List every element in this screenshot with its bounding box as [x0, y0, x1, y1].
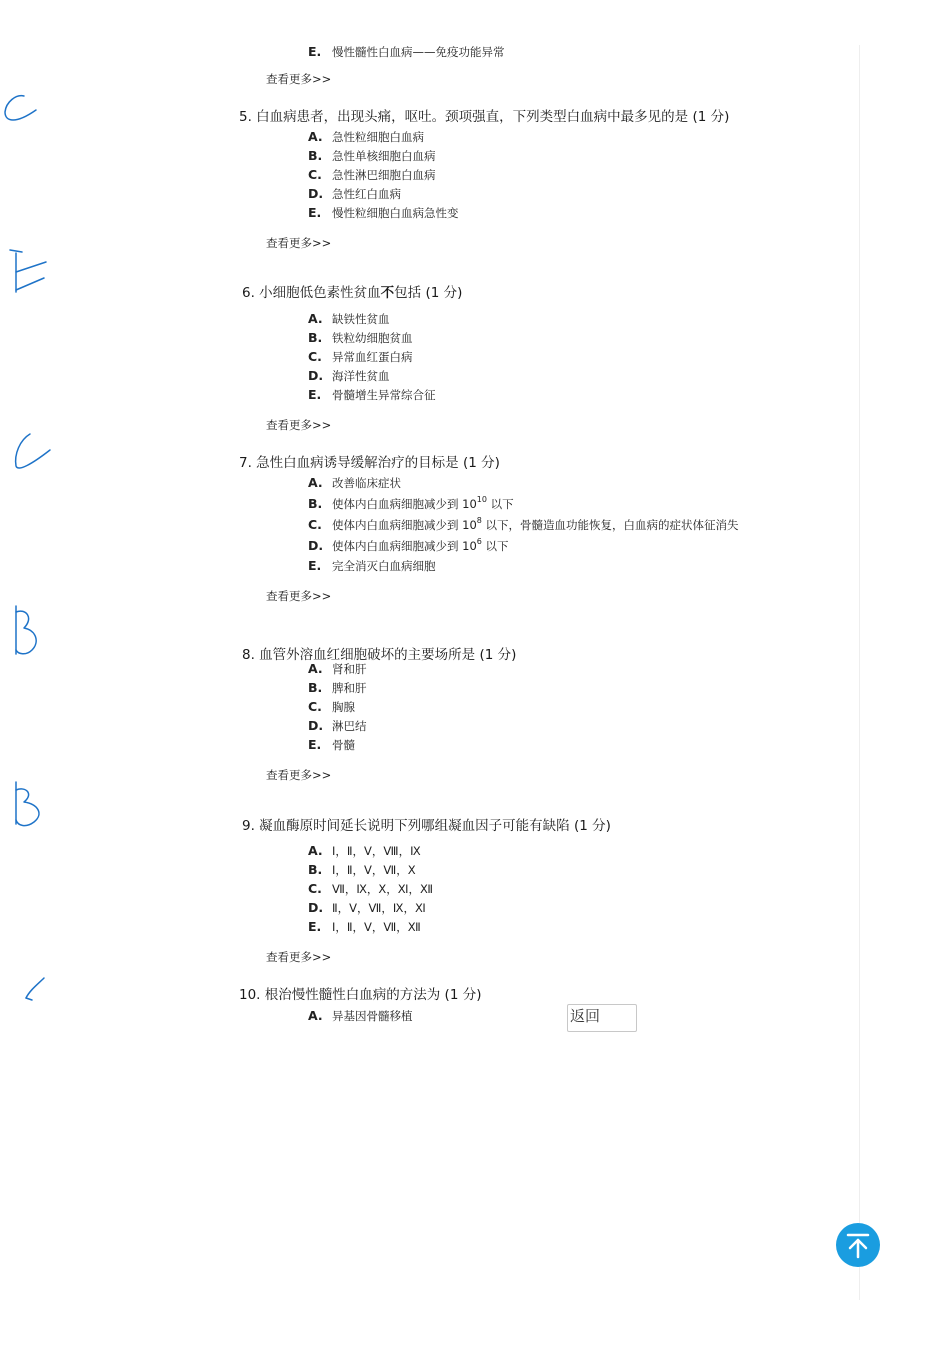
- option-text: 急性粒细胞白血病: [332, 130, 424, 144]
- option-row[interactable]: [308, 1008, 413, 1024]
- option-letter: E.: [308, 44, 322, 59]
- scroll-to-top-button[interactable]: [836, 1223, 880, 1267]
- option-letter: B.: [308, 330, 323, 345]
- option-text: Ⅰ，Ⅱ，Ⅴ，Ⅷ，Ⅸ: [332, 844, 421, 858]
- option-row[interactable]: [308, 167, 436, 183]
- option-letter: C.: [308, 881, 322, 896]
- option-text: 淋巴结: [332, 719, 367, 733]
- option-row[interactable]: [308, 148, 436, 164]
- option-text: 使体内白血病细胞减少到 10: [332, 539, 477, 553]
- option-letter: B.: [308, 680, 323, 695]
- option-letter: A.: [308, 129, 323, 144]
- option-text: Ⅰ，Ⅱ，Ⅴ，Ⅶ，Ⅻ: [332, 920, 421, 934]
- handwritten-answer-c: [10, 428, 54, 478]
- option-text: 肾和肝: [332, 662, 367, 676]
- handwritten-answer-e: [6, 248, 50, 302]
- option-letter: B.: [308, 148, 323, 163]
- option-text: 使体内白血病细胞减少到 10: [332, 497, 477, 511]
- option-row[interactable]: [308, 368, 390, 384]
- option-letter: C.: [308, 699, 322, 714]
- option-text: 异常血红蛋白病: [332, 350, 413, 364]
- option-text: Ⅰ，Ⅱ，Ⅴ，Ⅶ，Ⅹ: [332, 863, 416, 877]
- option-row[interactable]: [308, 843, 421, 859]
- option-letter: E.: [308, 387, 322, 402]
- option-text: 以下: [486, 497, 514, 511]
- option-row[interactable]: [308, 475, 401, 491]
- option-letter: B.: [308, 862, 323, 877]
- exponent: 6: [476, 537, 482, 546]
- option-row[interactable]: [308, 387, 436, 403]
- emphasis-text: 不: [380, 285, 395, 301]
- option-letter: B.: [308, 496, 323, 511]
- option-letter: A.: [308, 475, 323, 490]
- handwritten-answer-c: [24, 976, 48, 1006]
- handwritten-answer-c: [2, 92, 42, 132]
- option-row[interactable]: [308, 718, 367, 734]
- option-row[interactable]: [308, 44, 505, 60]
- see-more-link[interactable]: 查看更多>>: [266, 236, 332, 250]
- option-text: Ⅱ，Ⅴ，Ⅶ，Ⅸ，Ⅺ: [332, 901, 426, 915]
- option-text: 骨髓增生异常综合征: [332, 388, 436, 402]
- option-letter: D.: [308, 900, 324, 915]
- option-text: 急性淋巴细胞白血病: [332, 168, 436, 182]
- page-divider: [859, 45, 860, 1300]
- option-row[interactable]: [308, 330, 413, 346]
- back-button[interactable]: 返回: [567, 1004, 637, 1032]
- see-more-link[interactable]: 查看更多>>: [266, 418, 332, 432]
- question-title: 9. 凝血酶原时间延长说明下列哪组凝血因子可能有缺陷 (1 分): [242, 818, 611, 834]
- see-more-link[interactable]: 查看更多>>: [266, 768, 332, 782]
- option-row[interactable]: [308, 919, 421, 935]
- option-row[interactable]: [308, 900, 426, 916]
- option-letter: C.: [308, 517, 322, 532]
- option-row[interactable]: [308, 558, 436, 574]
- handwritten-answer-b: [12, 604, 44, 662]
- option-row[interactable]: [308, 349, 413, 365]
- question-title: 6. 小细胞低色素性贫血不包括 (1 分): [242, 285, 463, 301]
- option-text: 铁粒幼细胞贫血: [332, 331, 413, 345]
- option-row[interactable]: [308, 661, 367, 677]
- option-text: 改善临床症状: [332, 476, 401, 490]
- option-row[interactable]: [308, 186, 401, 202]
- option-text: 急性单核细胞白血病: [332, 149, 436, 163]
- option-letter: A.: [308, 661, 323, 676]
- option-letter: E.: [308, 919, 322, 934]
- handwritten-answer-b: [12, 780, 48, 834]
- question-title: 8. 血管外溶血红细胞破坏的主要场所是 (1 分): [242, 647, 517, 663]
- option-row[interactable]: [308, 881, 433, 897]
- option-letter: D.: [308, 186, 324, 201]
- option-row[interactable]: [308, 517, 739, 533]
- question-title: 10. 根治慢性髓性白血病的方法为 (1 分): [239, 987, 482, 1003]
- option-row[interactable]: [308, 538, 509, 554]
- option-letter: D.: [308, 718, 324, 733]
- option-letter: C.: [308, 349, 322, 364]
- option-text: 使体内白血病细胞减少到 10: [332, 518, 477, 532]
- question-title: 7. 急性白血病诱导缓解治疗的目标是 (1 分): [239, 455, 500, 471]
- option-letter: E.: [308, 737, 322, 752]
- option-row[interactable]: [308, 737, 355, 753]
- arrow-up-to-top-icon: [836, 1223, 880, 1267]
- option-text: 胸腺: [332, 700, 355, 714]
- question-title: 5. 白血病患者，出现头痛，呕吐。颈项强直，下列类型白血病中最多见的是 (1 分): [239, 109, 730, 125]
- option-letter: D.: [308, 368, 324, 383]
- option-row[interactable]: [308, 680, 367, 696]
- option-text: 海洋性贫血: [332, 369, 390, 383]
- option-text: 以下，骨髓造血功能恢复，白血病的症状体征消失: [481, 518, 739, 532]
- option-text: Ⅶ，Ⅸ，Ⅹ，Ⅺ，Ⅻ: [332, 882, 434, 896]
- see-more-link[interactable]: 查看更多>>: [266, 950, 332, 964]
- option-letter: A.: [308, 1008, 323, 1023]
- option-row[interactable]: [308, 496, 514, 512]
- option-text: 慢性髓性白血病——免疫功能异常: [332, 45, 505, 59]
- option-letter: A.: [308, 843, 323, 858]
- option-letter: E.: [308, 205, 322, 220]
- option-text: 急性红白血病: [332, 187, 401, 201]
- option-row[interactable]: [308, 699, 355, 715]
- option-letter: A.: [308, 311, 323, 326]
- exponent: 8: [476, 516, 482, 525]
- option-text: 异基因骨髓移植: [332, 1009, 413, 1023]
- option-row[interactable]: [308, 205, 459, 221]
- option-text: 慢性粒细胞白血病急性变: [332, 206, 459, 220]
- option-row[interactable]: [308, 862, 416, 878]
- option-letter: E.: [308, 558, 322, 573]
- option-letter: C.: [308, 167, 322, 182]
- exponent: 10: [476, 495, 487, 504]
- option-text: 脾和肝: [332, 681, 367, 695]
- option-row[interactable]: [308, 311, 390, 327]
- option-text: 完全消灭白血病细胞: [332, 559, 436, 573]
- option-row[interactable]: [308, 129, 424, 145]
- see-more-link[interactable]: 查看更多>>: [266, 72, 332, 86]
- option-text: 骨髓: [332, 738, 355, 752]
- see-more-link[interactable]: 查看更多>>: [266, 589, 332, 603]
- option-letter: D.: [308, 538, 324, 553]
- option-text: 缺铁性贫血: [332, 312, 390, 326]
- option-text: 以下: [481, 539, 509, 553]
